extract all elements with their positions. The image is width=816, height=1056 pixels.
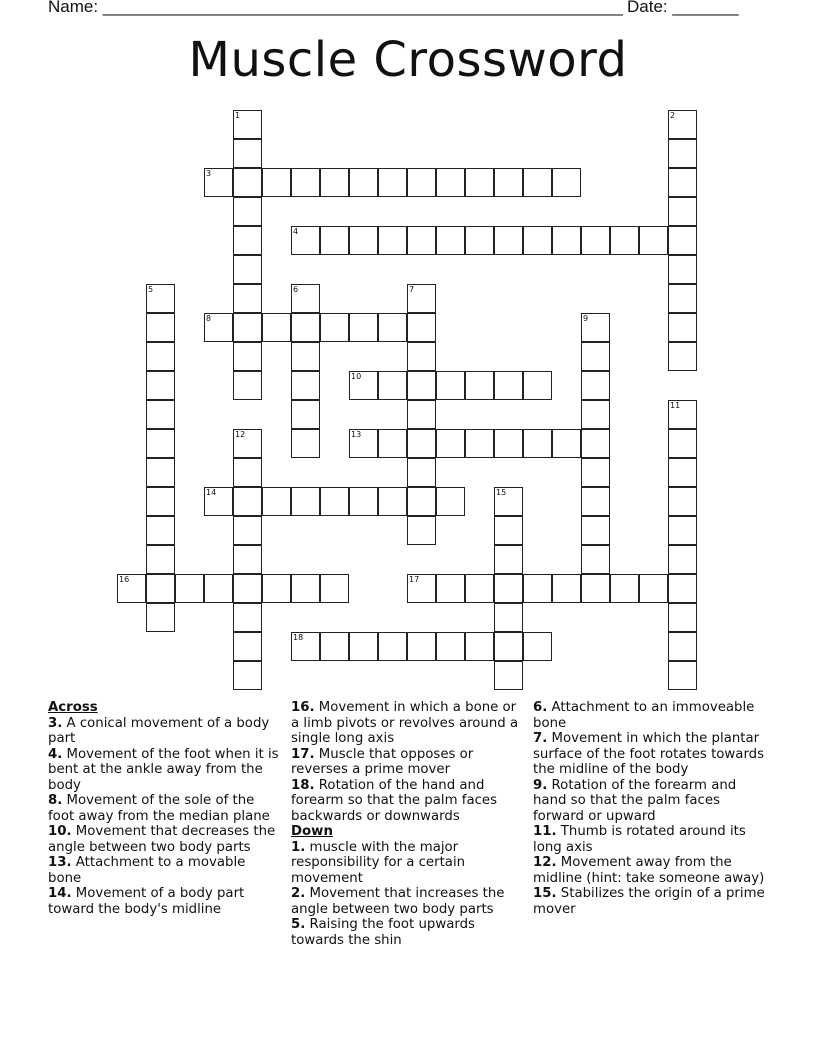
grid-cell[interactable]	[407, 429, 436, 458]
clue-text: Thumb is rotated around its long axis	[533, 824, 746, 855]
cell-number: 1	[235, 111, 241, 120]
date-field-label: Date: _______	[627, 0, 739, 16]
cell-number: 9	[583, 314, 589, 323]
grid-cell[interactable]	[378, 632, 407, 661]
grid-cell[interactable]	[465, 226, 494, 255]
grid-cell[interactable]	[523, 168, 552, 197]
grid-cell[interactable]	[494, 545, 523, 574]
clue-item	[533, 855, 765, 886]
cell-number: 18	[293, 633, 304, 642]
grid-cell[interactable]	[639, 574, 668, 603]
clue-item	[48, 747, 280, 794]
grid-cell[interactable]	[233, 603, 262, 632]
down-clue-list-continued	[533, 700, 765, 917]
grid-cell[interactable]	[349, 487, 378, 516]
grid-cell[interactable]	[581, 429, 610, 458]
grid-cell[interactable]	[407, 342, 436, 371]
grid-cell[interactable]	[436, 632, 465, 661]
grid-cell[interactable]	[233, 545, 262, 574]
grid-cell[interactable]	[552, 168, 581, 197]
grid-cell[interactable]	[523, 574, 552, 603]
grid-cell[interactable]	[262, 487, 291, 516]
grid-cell[interactable]	[233, 168, 262, 197]
clue-number: 8.	[48, 793, 63, 808]
clue-number: 16.	[291, 700, 315, 715]
grid-cell[interactable]	[291, 632, 320, 661]
clue-text: Movement that decreases the angle between two body parts	[48, 824, 276, 855]
grid-cell[interactable]	[465, 371, 494, 400]
grid-cell[interactable]	[581, 487, 610, 516]
grid-cell[interactable]	[291, 342, 320, 371]
grid-cell[interactable]	[204, 487, 233, 516]
grid-cell[interactable]	[233, 342, 262, 371]
grid-cell[interactable]	[117, 574, 146, 603]
grid-cell[interactable]	[436, 487, 465, 516]
grid-cell[interactable]	[291, 371, 320, 400]
grid-cell[interactable]	[668, 284, 697, 313]
grid-cell[interactable]	[262, 168, 291, 197]
grid-cell[interactable]	[407, 284, 436, 313]
grid-cell[interactable]	[262, 313, 291, 342]
across-clue-list-continued	[291, 700, 523, 824]
clue-number: 13.	[48, 855, 72, 870]
grid-cell[interactable]	[378, 371, 407, 400]
grid-cell[interactable]	[146, 603, 175, 632]
clue-text: Movement of a body part toward the body's midline	[48, 886, 245, 917]
clue-number: 6.	[533, 700, 548, 715]
grid-cell[interactable]	[233, 371, 262, 400]
grid-cell[interactable]	[291, 313, 320, 342]
clue-item	[48, 824, 280, 855]
clue-item	[533, 886, 765, 917]
grid-cell[interactable]	[494, 168, 523, 197]
grid-cell[interactable]	[668, 458, 697, 487]
grid-cell[interactable]	[552, 226, 581, 255]
grid-cell[interactable]	[378, 429, 407, 458]
grid-cell[interactable]	[320, 574, 349, 603]
grid-cell[interactable]	[407, 632, 436, 661]
grid-cell[interactable]	[146, 516, 175, 545]
grid-cell[interactable]	[233, 226, 262, 255]
grid-cell[interactable]	[668, 313, 697, 342]
grid-cell[interactable]	[494, 603, 523, 632]
grid-cell[interactable]	[581, 313, 610, 342]
grid-cell[interactable]	[407, 371, 436, 400]
clue-text: Movement in which the plantar surface of the foot rotates towards the midline of the body	[533, 731, 765, 777]
grid-cell[interactable]	[233, 139, 262, 168]
clue-item	[291, 778, 523, 825]
grid-cell[interactable]	[291, 487, 320, 516]
grid-cell[interactable]	[349, 429, 378, 458]
clue-text: Stabilizes the origin of a prime mover	[533, 886, 765, 917]
grid-cell[interactable]	[668, 661, 697, 690]
cell-number: 2	[670, 111, 676, 120]
grid-cell[interactable]	[320, 168, 349, 197]
clue-text: Attachment to a movable bone	[48, 855, 246, 886]
cell-number: 4	[293, 227, 299, 236]
cell-number: 14	[206, 488, 217, 497]
grid-cell[interactable]	[494, 661, 523, 690]
clue-item	[533, 700, 765, 731]
grid-cell[interactable]	[320, 226, 349, 255]
grid-cell[interactable]	[407, 226, 436, 255]
grid-cell[interactable]	[233, 632, 262, 661]
clue-number: 4.	[48, 746, 63, 762]
clue-number: 17.	[291, 746, 315, 762]
grid-cell[interactable]	[378, 487, 407, 516]
clue-number: 1.	[291, 839, 306, 855]
grid-cell[interactable]	[581, 458, 610, 487]
grid-cell[interactable]	[378, 168, 407, 197]
grid-cell[interactable]	[233, 284, 262, 313]
clue-text: Rotation of the forearm and hand so that the palm faces forward or upward	[533, 777, 737, 824]
grid-cell[interactable]	[552, 429, 581, 458]
grid-cell[interactable]	[581, 574, 610, 603]
grid-cell[interactable]	[407, 458, 436, 487]
cell-number: 12	[235, 430, 246, 439]
grid-cell[interactable]	[494, 574, 523, 603]
grid-cell[interactable]	[494, 632, 523, 661]
grid-cell[interactable]	[668, 574, 697, 603]
grid-cell[interactable]	[320, 313, 349, 342]
grid-cell[interactable]	[436, 429, 465, 458]
grid-cell[interactable]	[407, 574, 436, 603]
grid-cell[interactable]	[204, 574, 233, 603]
clue-text: Movement in which a bone or a limb pivots or revolves around a single long axis	[291, 700, 519, 746]
clue-number: 2.	[291, 886, 306, 901]
clue-number: 15.	[533, 886, 557, 901]
grid-cell[interactable]	[668, 400, 697, 429]
grid-cell[interactable]	[291, 226, 320, 255]
grid-cell[interactable]	[233, 255, 262, 284]
grid-cell[interactable]	[436, 168, 465, 197]
grid-cell[interactable]	[668, 197, 697, 226]
clue-item	[48, 855, 280, 886]
grid-cell[interactable]	[668, 516, 697, 545]
grid-cell[interactable]	[407, 400, 436, 429]
grid-cell[interactable]	[146, 342, 175, 371]
down-heading: Down	[291, 824, 333, 839]
page-title: Muscle Crossword	[188, 32, 628, 88]
grid-cell[interactable]	[581, 516, 610, 545]
clues-column-3	[533, 700, 765, 917]
cell-number: 13	[351, 430, 362, 439]
clue-text: Movement of the sole of the foot away from the median plane	[48, 793, 270, 824]
clue-item	[291, 917, 523, 948]
clue-item	[291, 886, 523, 917]
grid-cell[interactable]	[436, 574, 465, 603]
cell-number: 16	[119, 575, 130, 584]
clue-text: Movement away from the midline (hint: take someone away)	[533, 855, 765, 886]
clue-number: 5.	[291, 917, 306, 932]
down-clue-list	[291, 840, 523, 949]
name-field-label: Name: _______________________________________________________	[48, 0, 623, 16]
grid-cell[interactable]	[523, 632, 552, 661]
cell-number: 7	[409, 285, 415, 294]
grid-cell[interactable]	[233, 574, 262, 603]
grid-cell[interactable]	[233, 661, 262, 690]
grid-cell[interactable]	[204, 168, 233, 197]
grid-cell[interactable]	[175, 574, 204, 603]
clue-number: 11.	[533, 824, 557, 839]
grid-cell[interactable]	[639, 226, 668, 255]
cell-number: 3	[206, 169, 212, 178]
grid-cell[interactable]	[291, 574, 320, 603]
grid-cell[interactable]	[349, 313, 378, 342]
grid-cell[interactable]	[146, 458, 175, 487]
grid-cell[interactable]	[668, 429, 697, 458]
grid-cell[interactable]	[407, 487, 436, 516]
clue-item	[48, 793, 280, 824]
grid-cell[interactable]	[407, 168, 436, 197]
grid-cell[interactable]	[668, 487, 697, 516]
grid-cell[interactable]	[668, 110, 697, 139]
grid-cell[interactable]	[494, 516, 523, 545]
grid-cell[interactable]	[465, 429, 494, 458]
grid-cell[interactable]	[291, 284, 320, 313]
grid-cell[interactable]	[668, 226, 697, 255]
clue-item	[291, 840, 523, 887]
grid-cell[interactable]	[146, 400, 175, 429]
grid-cell[interactable]	[523, 429, 552, 458]
grid-cell[interactable]	[668, 342, 697, 371]
grid-cell[interactable]	[494, 429, 523, 458]
grid-cell[interactable]	[407, 313, 436, 342]
grid-cell[interactable]	[291, 168, 320, 197]
clue-item	[291, 747, 523, 778]
grid-cell[interactable]	[146, 284, 175, 313]
clue-text: Rotation of the hand and forearm so that the palm faces backwards or downwards	[291, 777, 498, 824]
grid-cell[interactable]	[668, 545, 697, 574]
clue-item	[533, 824, 765, 855]
clue-number: 18.	[291, 777, 315, 793]
clue-number: 12.	[533, 855, 557, 870]
grid-cell[interactable]	[320, 487, 349, 516]
clue-text: A conical movement of a body part	[48, 715, 270, 746]
clue-text: Muscle that opposes or reverses a prime mover	[291, 746, 474, 777]
grid-cell[interactable]	[436, 371, 465, 400]
clue-number: 14.	[48, 886, 72, 901]
grid-cell[interactable]	[523, 371, 552, 400]
grid-cell[interactable]	[349, 371, 378, 400]
clue-item	[291, 700, 523, 747]
grid-cell[interactable]	[291, 400, 320, 429]
clue-text: Movement that increases the angle between two body parts	[291, 886, 505, 917]
clue-text: muscle with the major responsibility for a certain movement	[291, 839, 466, 886]
grid-cell[interactable]	[494, 487, 523, 516]
clue-text: Raising the foot upwards towards the shin	[291, 917, 475, 948]
grid-cell[interactable]	[581, 545, 610, 574]
clue-text: Attachment to an immoveable bone	[533, 700, 755, 731]
clue-number: 7.	[533, 731, 548, 746]
grid-cell[interactable]	[204, 313, 233, 342]
grid-cell[interactable]	[581, 226, 610, 255]
clues-column-2	[291, 700, 523, 948]
grid-cell[interactable]	[581, 371, 610, 400]
grid-cell[interactable]	[349, 168, 378, 197]
clue-text: Movement of the foot when it is bent at the ankle away from the body	[48, 746, 279, 793]
grid-cell[interactable]	[378, 313, 407, 342]
grid-cell[interactable]	[552, 574, 581, 603]
grid-cell[interactable]	[146, 313, 175, 342]
clues-column-1	[48, 700, 280, 917]
grid-cell[interactable]	[378, 226, 407, 255]
grid-cell[interactable]	[233, 313, 262, 342]
clue-item	[48, 716, 280, 747]
cell-number: 6	[293, 285, 299, 294]
grid-cell[interactable]	[436, 226, 465, 255]
grid-cell[interactable]	[233, 458, 262, 487]
grid-cell[interactable]	[262, 574, 291, 603]
grid-cell[interactable]	[494, 226, 523, 255]
across-heading: Across	[48, 700, 98, 715]
grid-cell[interactable]	[465, 632, 494, 661]
grid-cell[interactable]	[146, 545, 175, 574]
grid-cell[interactable]	[494, 371, 523, 400]
grid-cell[interactable]	[668, 168, 697, 197]
grid-cell[interactable]	[291, 429, 320, 458]
grid-cell[interactable]	[233, 429, 262, 458]
grid-cell[interactable]	[610, 226, 639, 255]
grid-cell[interactable]	[146, 429, 175, 458]
grid-cell[interactable]	[146, 371, 175, 400]
grid-cell[interactable]	[407, 516, 436, 545]
clue-number: 9.	[533, 777, 548, 793]
grid-cell[interactable]	[668, 632, 697, 661]
cell-number: 15	[496, 488, 507, 497]
grid-cell[interactable]	[233, 487, 262, 516]
grid-cell[interactable]	[610, 574, 639, 603]
cell-number: 17	[409, 575, 420, 584]
cell-number: 11	[670, 401, 681, 410]
clue-item	[48, 886, 280, 917]
grid-cell[interactable]	[668, 255, 697, 284]
grid-cell[interactable]	[233, 110, 262, 139]
grid-cell[interactable]	[581, 342, 610, 371]
clue-item	[533, 778, 765, 825]
grid-cell[interactable]	[233, 197, 262, 226]
cell-number: 5	[148, 285, 154, 294]
grid-cell[interactable]	[146, 574, 175, 603]
clue-number: 3.	[48, 715, 63, 731]
grid-cell[interactable]	[581, 400, 610, 429]
grid-cell[interactable]	[465, 168, 494, 197]
clue-item	[533, 731, 765, 778]
grid-cell[interactable]	[668, 139, 697, 168]
across-clue-list	[48, 716, 280, 918]
cell-number: 8	[206, 314, 212, 323]
grid-cell[interactable]	[523, 226, 552, 255]
grid-cell[interactable]	[233, 516, 262, 545]
grid-cell[interactable]	[146, 487, 175, 516]
clue-number: 10.	[48, 824, 72, 839]
grid-cell[interactable]	[349, 226, 378, 255]
grid-cell[interactable]	[320, 632, 349, 661]
cell-number: 10	[351, 372, 362, 381]
grid-cell[interactable]	[465, 574, 494, 603]
grid-cell[interactable]	[668, 603, 697, 632]
grid-cell[interactable]	[349, 632, 378, 661]
